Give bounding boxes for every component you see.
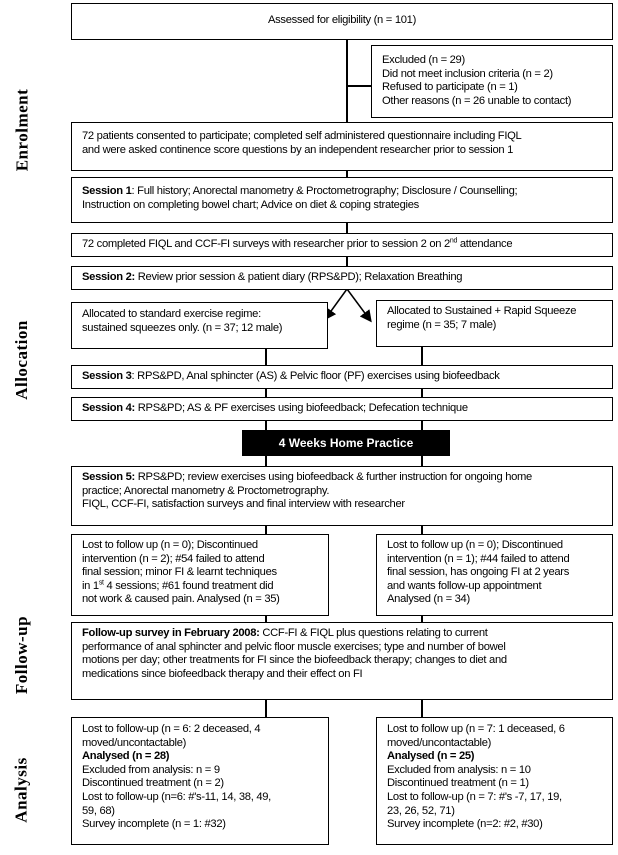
session5-box xyxy=(71,466,613,526)
excluded-line: Other reasons (n = 26 unable to contact) xyxy=(382,94,572,107)
followup-right-line: Lost to follow up (n = 0); Discontinued xyxy=(387,539,563,551)
followup-right-line: intervention (n = 1); #44 failed to attend xyxy=(387,552,570,565)
followup-left-line: not work & caused pain. Analysed (n = 35) xyxy=(82,593,280,606)
excluded-box xyxy=(371,45,613,118)
analysis-right-line: moved/uncontactable) xyxy=(387,736,492,749)
followup-right-line: Analysed (n = 34) xyxy=(387,593,470,606)
analysis-left-line: Excluded from analysis: n = 9 xyxy=(82,763,220,776)
session3-label: Session 3 xyxy=(82,370,132,382)
session5-line3: FIQL, CCF-FI, satisfaction surveys and final interview with researcher xyxy=(82,498,405,511)
analysis-left-line: Lost to follow-up (n=6: #'s-11, 14, 38, 49, xyxy=(82,790,271,803)
analysis-left-line: Discontinued treatment (n = 2) xyxy=(82,777,224,790)
arrow-left-icon xyxy=(326,289,347,318)
consent-line: 72 patients consented to participate; completed self administered questionnaire including FIQL xyxy=(82,130,522,142)
analysis-right-analysed: Analysed (n = 25) xyxy=(387,750,475,763)
session2-label: Session 2: xyxy=(82,271,135,283)
session4-label: Session 4: xyxy=(82,402,135,414)
followup-right-box xyxy=(376,534,613,616)
followup-left-line: Lost to follow up (n = 0); Discontinued xyxy=(82,539,258,551)
session5-line2: practice; Anorectal manometry & Proctometrography. xyxy=(82,484,330,497)
followup-left-line: in 1 xyxy=(82,579,99,592)
followup-left-sup: st xyxy=(98,579,104,587)
analysis-right-line: Lost to follow up (n = 7: 1 deceased, 6 xyxy=(387,723,565,735)
excluded-line: Refused to participate (n = 1) xyxy=(382,81,518,94)
stage-analysis-text: Analysis xyxy=(12,757,32,823)
session3-box xyxy=(71,365,613,389)
consent-box xyxy=(71,122,613,171)
session1-box xyxy=(71,177,613,223)
analysis-left-analysed: Analysed (n = 28) xyxy=(82,750,170,763)
allocation-right-box xyxy=(376,300,613,347)
analysis-right-box xyxy=(376,717,613,845)
surveys-sup: nd xyxy=(449,237,458,245)
stage-follow-up-text: Follow-up xyxy=(12,615,31,695)
stage-enrolment-text: Enrolment xyxy=(12,88,32,172)
allocation-right-line: Allocated to Sustained + Rapid Squeeze xyxy=(387,305,577,317)
home-practice-text: 4 Weeks Home Practice xyxy=(278,436,414,450)
excluded-line: Did not meet inclusion criteria (n = 2) xyxy=(382,67,553,80)
consent-line: and were asked continence score questions by an independent researcher prior to session 1 xyxy=(82,143,514,156)
session2-box xyxy=(71,266,613,290)
surveys-text: 72 completed FIQL and CCF-FI surveys with researcher prior to session 2 on 2 xyxy=(82,238,450,250)
session4-text: RPS&PD; AS & PF exercises using biofeedback; Defecation technique xyxy=(134,402,468,414)
assessed-text: Assessed for eligibility (n = 101) xyxy=(267,14,417,26)
stage-allocation-text: Allocation xyxy=(12,320,32,400)
session1-label: Session 1 xyxy=(82,185,132,197)
followup-left-box xyxy=(71,534,329,616)
survey-2008-line: medications since biofeedback therapy and their effect on FI xyxy=(82,667,363,680)
survey-2008-text: CCF-FI & FIQL plus questions relating to current xyxy=(259,627,488,639)
followup-left-line: intervention (n = 2); #54 failed to attend xyxy=(82,552,265,565)
analysis-left-line: moved/uncontactable) xyxy=(82,736,187,749)
survey-2008-line: performance of anal sphincter and pelvic floor muscle exercises; type and number of bowel xyxy=(82,640,506,653)
surveys-tail: attendance xyxy=(457,238,513,250)
survey-2008-label: Follow-up survey in February 2008: xyxy=(82,627,260,639)
followup-right-line: and wants follow-up appointment xyxy=(387,579,542,592)
session2-text: Review prior session & patient diary (RPS&PD); Relaxation Breathing xyxy=(134,271,463,283)
allocation-left-line: sustained squeezes only. (n = 37; 12 male) xyxy=(82,321,283,334)
surveys-box xyxy=(71,233,613,257)
followup-right-line: final session, has ongoing FI at 2 years xyxy=(387,566,570,579)
analysis-right-line: 23, 26, 52, 71) xyxy=(387,804,455,817)
session5-label: Session 5: xyxy=(82,471,135,483)
analysis-right-line: Lost to follow-up (n = 7: #'s -7, 17, 19, xyxy=(387,790,562,803)
allocation-left-box xyxy=(71,302,328,349)
analysis-right-line: Survey incomplete (n=2: #2, #30) xyxy=(387,818,543,831)
session1-text: : Full history; Anorectal manometry & Proctometrography; Disclosure / Counselling; xyxy=(131,185,518,197)
session1-line2: Instruction on completing bowel chart; Advice on diet & coping strategies xyxy=(82,198,419,211)
home-practice-banner xyxy=(242,430,450,456)
analysis-left-line: Survey incomplete (n = 1: #32) xyxy=(82,818,226,831)
analysis-left-line: 59, 68) xyxy=(82,804,115,817)
session4-box xyxy=(71,397,613,421)
session5-text: RPS&PD; review exercises using biofeedback & further instruction for ongoing home xyxy=(134,471,532,483)
excluded-title: Excluded (n = 29) xyxy=(382,54,465,66)
analysis-right-line: Excluded from analysis: n = 10 xyxy=(387,763,531,776)
survey-2008-line: motions per day; other treatments for FI since the biofeedback therapy; changes to diet and xyxy=(82,654,507,667)
session3-text: : RPS&PD, Anal sphincter (AS) & Pelvic floor (PF) exercises using biofeedback xyxy=(131,370,500,382)
allocation-right-line: regime (n = 35; 7 male) xyxy=(387,318,497,331)
arrow-right-icon xyxy=(347,289,370,320)
assessed-box xyxy=(71,3,613,40)
followup-left-line: 4 sessions; #61 found treatment did xyxy=(103,579,274,592)
survey-2008-box xyxy=(71,622,613,700)
analysis-left-box xyxy=(71,717,329,845)
followup-left-line: final session; minor FI & learnt techniques xyxy=(82,566,277,579)
analysis-left-line: Lost to follow-up (n = 6: 2 deceased, 4 xyxy=(82,723,261,735)
analysis-right-line: Discontinued treatment (n = 1) xyxy=(387,777,529,790)
allocation-left-line: Allocated to standard exercise regime: xyxy=(82,308,261,320)
